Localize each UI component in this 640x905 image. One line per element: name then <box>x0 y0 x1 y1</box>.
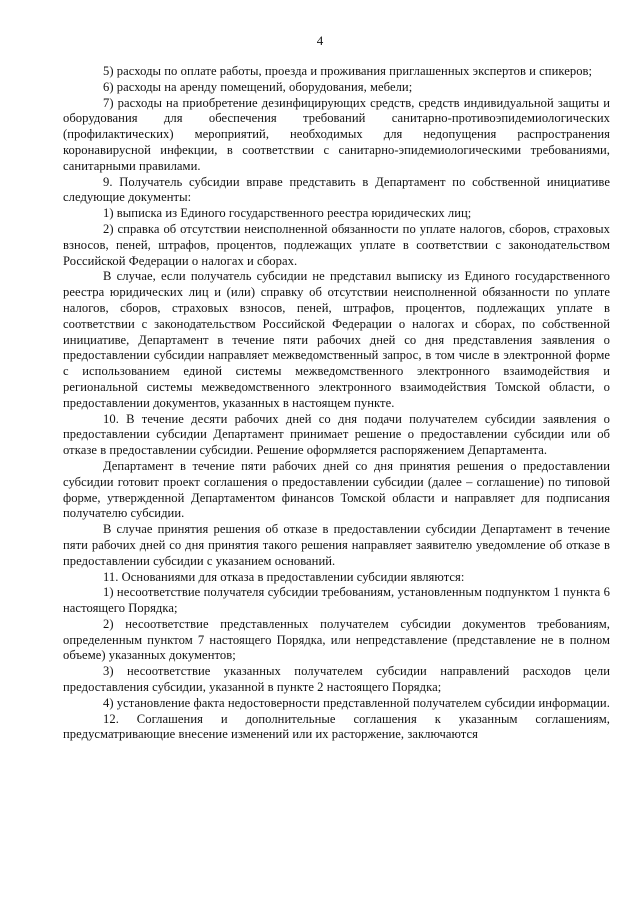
page-number: 4 <box>316 33 324 48</box>
clause-9-item-1: 1) выписка из Единого государственного реестра юридических лиц; <box>103 206 472 221</box>
clause-10-agreement-draft: Департамент в течение пяти рабочих дней со дня принятия решения о предоставлении субсидии готовит проект соглашения о предоставлении субсидии (далее – соглашение) по типовой форме, утвержденной Департаментом финансов Томской области и направляет для подписания получателю субсидии. <box>63 458 610 521</box>
clause-11-item-1: 1) несоответствие получателя субсидии требованиям, установленным подпунктом 1 пункта 6 настоящего Порядка; <box>63 585 610 616</box>
list-item-rent-costs: 6) расходы на аренду помещений, оборудования, мебели; <box>103 79 413 94</box>
document-body <box>63 64 610 743</box>
clause-11-item-3: 3) несоответствие указанных получателем субсидии направлений расходов цели предоставления субсидии, указанной в пункте 2 настоящего Порядка; <box>63 664 610 695</box>
clause-9-interagency-request: В случае, если получатель субсидии не представил выписку из Единого государственного реестра юридических лиц и (или) справку об отсутствии неисполненной обязанности по уплате налогов, сборов, страховых взносов, пеней, штрафов, процентов, подлежащих уплате в соответствии с законодательством Российской Федерации о налогах и сборах, по собственной инициативе, Департамент в течение пяти рабочих дней со дня представления заявления о предоставлении субсидии направляет межведомственный запрос, в том числе в электронной форме с использованием единой системы межведомственного электронного взаимодействия и региональной системы межведомственного электронного взаимодействия Томской области, о предоставлении документов, указанных в настоящем пункте. <box>63 269 610 410</box>
clause-9-intro: 9. Получатель субсидии вправе представить в Департамент по собственной инициативе следующие документы: <box>63 174 610 205</box>
clause-11-item-4: 4) установление факта недостоверности представленной получателем субсидии информации. <box>103 695 610 710</box>
clause-10-refusal-notice: В случае принятия решения об отказе в предоставлении субсидии Департамент в течение пяти рабочих дней со дня принятия такого решения направляет заявителю уведомление об отказе в предоставлении субсидии с указанием оснований. <box>63 522 610 568</box>
list-item-expert-costs: 5) расходы по оплате работы, проезда и проживания приглашенных экспертов и спикеров; <box>103 64 593 78</box>
clause-11-intro: 11. Основаниями для отказа в предоставлении субсидии являются: <box>103 569 465 584</box>
list-item-disinfection-costs: 7) расходы на приобретение дезинфицирующих средств, средств индивидуальной защиты и оборудования для обеспечения требований санитарно-противоэпидемиологических (профилактических) мероприятий, необходимых для недопущения распространения коронавирусной инфекции, в соответствии с санитарно-эпидемиологическими требованиями, санитарными правилами. <box>63 95 610 173</box>
clause-11-item-2: 2) несоответствие представленных получателем субсидии документов требованиям, определенным пунктом 7 настоящего Порядка, или непредставление (представление не в полном объеме) указанных документов; <box>63 616 610 663</box>
clause-9-item-2: 2) справка об отсутствии неисполненной обязанности по уплате налогов, сборов, страховых взносов, пеней, штрафов, процентов, подлежащих уплате в соответствии с законодательством Российской Федерации о налогах и сборах. <box>63 221 610 268</box>
clause-10-decision: 10. В течение десяти рабочих дней со дня подачи получателем субсидии заявления о предоставлении субсидии Департамент принимает решение о предоставлении субсидии или об отказе в предоставлении субсидии. Решение оформляется распоряжением Департамента. <box>63 411 610 458</box>
clause-12-start: 12. Соглашения и дополнительные соглашения к указанным соглашениям, предусматривающие внесение изменений или их расторжение, заключаются <box>63 711 610 742</box>
